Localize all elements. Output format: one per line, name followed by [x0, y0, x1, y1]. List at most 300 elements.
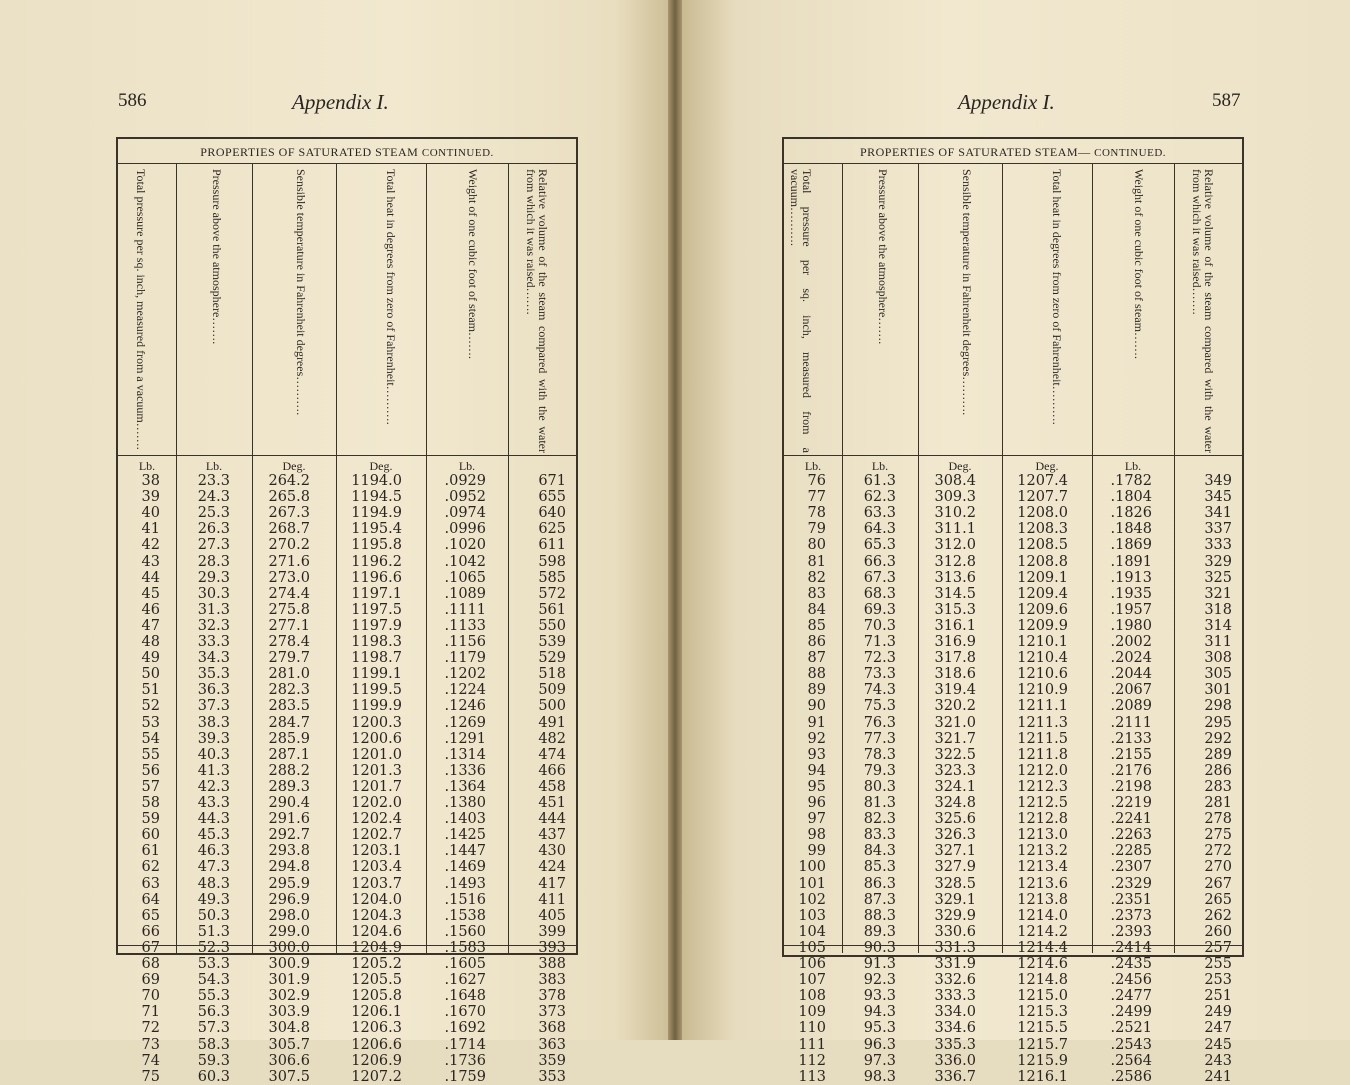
right-header-total-heat [1002, 165, 1092, 455]
left-cell-total-heat: 1194.5 [351, 489, 402, 506]
left-table-row [118, 940, 578, 956]
left-cell-total-pressure: 72 [141, 1020, 160, 1037]
right-cell-weight-cubic-foot: .2198 [1110, 778, 1152, 795]
left-cell-total-pressure: 53 [141, 714, 160, 731]
right-cell-pressure-above-atm: 93.3 [863, 988, 896, 1005]
right-cell-total-pressure: 78 [807, 505, 826, 522]
left-cell-sensible-temp: 281.0 [268, 666, 310, 683]
right-cell-weight-cubic-foot: .2586 [1110, 1068, 1152, 1085]
left-cell-relative-volume: 393 [538, 939, 566, 956]
left-cell-sensible-temp: 292.7 [268, 827, 310, 844]
left-cell-sensible-temp: 302.9 [268, 988, 310, 1005]
left-cell-total-pressure: 66 [141, 923, 160, 940]
left-table-row [118, 859, 578, 875]
right-unit-sensible-temp: Deg. [948, 459, 972, 473]
left-cell-relative-volume: 529 [538, 650, 566, 667]
left-cell-pressure-above-atm: 39.3 [197, 730, 230, 747]
left-cell-relative-volume: 405 [538, 907, 566, 924]
left-cell-pressure-above-atm: 29.3 [197, 569, 230, 586]
right-cell-weight-cubic-foot: .2414 [1110, 939, 1152, 956]
right-cell-weight-cubic-foot: .2067 [1110, 682, 1152, 699]
right-cell-pressure-above-atm: 73.3 [863, 666, 896, 683]
left-table-row [118, 602, 578, 618]
left-header-text: Weight of one cubic foot of steam……. [466, 169, 480, 359]
right-cell-total-pressure: 112 [798, 1052, 826, 1069]
left-cell-sensible-temp: 298.0 [268, 907, 310, 924]
left-cell-sensible-temp: 264.2 [268, 473, 310, 489]
right-cell-relative-volume: 308 [1204, 650, 1232, 667]
right-cell-weight-cubic-foot: .2521 [1110, 1020, 1152, 1037]
right-cell-relative-volume: 292 [1204, 730, 1232, 747]
right-table-row [784, 505, 1244, 521]
left-cell-weight-cubic-foot: .0974 [444, 505, 486, 522]
left-cell-pressure-above-atm: 47.3 [197, 859, 230, 876]
left-cell-pressure-above-atm: 23.3 [197, 473, 230, 489]
left-cell-total-pressure: 56 [141, 762, 160, 779]
right-cell-weight-cubic-foot: .2089 [1110, 698, 1152, 715]
left-cell-weight-cubic-foot: .0996 [444, 521, 486, 538]
right-cell-pressure-above-atm: 76.3 [863, 714, 896, 731]
left-cell-sensible-temp: 285.9 [268, 730, 310, 747]
right-cell-sensible-temp: 323.3 [934, 762, 976, 779]
left-header-pressure-above-atm [176, 165, 252, 455]
right-header-text: Pressure above the atmosphere……. [876, 169, 890, 345]
right-cell-pressure-above-atm: 74.3 [863, 682, 896, 699]
left-table-row [118, 988, 578, 1004]
right-cell-pressure-above-atm: 90.3 [863, 939, 896, 956]
left-table-row [118, 698, 578, 714]
right-cell-relative-volume: 295 [1204, 714, 1232, 731]
left-cell-weight-cubic-foot: .0929 [444, 473, 486, 489]
left-cell-total-heat: 1199.9 [351, 698, 402, 715]
left-cell-total-heat: 1195.4 [351, 521, 402, 538]
left-cell-total-pressure: 71 [141, 1004, 160, 1021]
left-cell-pressure-above-atm: 56.3 [197, 1004, 230, 1021]
left-cell-sensible-temp: 271.6 [268, 553, 310, 570]
left-cell-total-heat: 1204.6 [351, 923, 402, 940]
right-cell-pressure-above-atm: 98.3 [863, 1068, 896, 1085]
right-header-total-pressure [784, 165, 842, 455]
right-cell-pressure-above-atm: 65.3 [863, 537, 896, 554]
right-cell-sensible-temp: 308.4 [934, 473, 976, 489]
left-cell-pressure-above-atm: 25.3 [197, 505, 230, 522]
left-cell-weight-cubic-foot: .1089 [444, 585, 486, 602]
left-cell-total-pressure: 54 [141, 730, 160, 747]
right-table-row [784, 940, 1244, 956]
left-cell-weight-cubic-foot: .1380 [444, 795, 486, 811]
left-cell-sensible-temp: 307.5 [268, 1068, 310, 1085]
right-cell-sensible-temp: 316.1 [934, 617, 976, 634]
left-unit-total-heat: Deg. [369, 459, 393, 473]
left-cell-weight-cubic-foot: .1224 [444, 682, 486, 699]
left-table-row [118, 956, 578, 972]
right-cell-relative-volume: 301 [1204, 682, 1232, 699]
right-cell-pressure-above-atm: 80.3 [863, 778, 896, 795]
right-table-row [784, 908, 1244, 924]
right-cell-total-pressure: 85 [807, 617, 826, 634]
left-cell-relative-volume: 539 [538, 634, 566, 650]
right-cell-total-heat: 1209.9 [1017, 617, 1068, 634]
right-cell-total-pressure: 93 [807, 746, 826, 763]
right-cell-total-heat: 1212.8 [1017, 811, 1068, 828]
left-cell-pressure-above-atm: 26.3 [197, 521, 230, 538]
right-cell-relative-volume: 270 [1204, 859, 1232, 876]
left-cell-pressure-above-atm: 49.3 [197, 891, 230, 908]
right-cell-relative-volume: 278 [1204, 811, 1232, 828]
right-cell-sensible-temp: 335.3 [934, 1036, 976, 1053]
right-header-weight-cubic-foot [1092, 165, 1174, 455]
left-unit-weight-cubic-foot: Lb. [458, 459, 476, 473]
right-cell-total-pressure: 109 [798, 1004, 826, 1021]
left-cell-sensible-temp: 275.8 [268, 601, 310, 618]
right-cell-relative-volume: 257 [1204, 939, 1232, 956]
left-bottom-rule [118, 945, 576, 946]
left-cell-sensible-temp: 291.6 [268, 811, 310, 828]
right-cell-total-pressure: 104 [798, 923, 826, 940]
left-cell-relative-volume: 368 [538, 1020, 566, 1037]
right-table-row [784, 618, 1244, 634]
left-cell-pressure-above-atm: 33.3 [197, 634, 230, 650]
right-cell-sensible-temp: 325.6 [934, 811, 976, 828]
right-cell-sensible-temp: 318.6 [934, 666, 976, 683]
left-cell-relative-volume: 399 [538, 923, 566, 940]
right-cell-total-heat: 1213.4 [1017, 859, 1068, 876]
right-cell-sensible-temp: 324.1 [934, 778, 976, 795]
left-table-row [118, 908, 578, 924]
left-cell-total-pressure: 55 [141, 746, 160, 763]
left-table-row [118, 521, 578, 537]
left-table-row [118, 715, 578, 731]
left-cell-total-heat: 1207.2 [351, 1068, 402, 1085]
left-cell-total-pressure: 48 [141, 634, 160, 650]
left-cell-relative-volume: 411 [538, 891, 566, 908]
left-cell-weight-cubic-foot: .1336 [444, 762, 486, 779]
left-table-row [118, 586, 578, 602]
left-cell-pressure-above-atm: 45.3 [197, 827, 230, 844]
right-cell-total-heat: 1211.1 [1017, 698, 1068, 715]
right-cell-relative-volume: 289 [1204, 746, 1232, 763]
left-cell-total-pressure: 68 [141, 956, 160, 972]
right-cell-relative-volume: 272 [1204, 843, 1232, 860]
left-table-row [118, 489, 578, 505]
left-cell-pressure-above-atm: 31.3 [197, 601, 230, 618]
left-cell-sensible-temp: 279.7 [268, 650, 310, 667]
left-cell-sensible-temp: 289.3 [268, 778, 310, 795]
left-cell-sensible-temp: 270.2 [268, 537, 310, 554]
right-cell-pressure-above-atm: 81.3 [863, 795, 896, 811]
right-cell-weight-cubic-foot: .1782 [1110, 473, 1152, 489]
left-running-head: Appendix I. [292, 90, 389, 114]
left-cell-pressure-above-atm: 58.3 [197, 1036, 230, 1053]
left-cell-pressure-above-atm: 32.3 [197, 617, 230, 634]
left-cell-relative-volume: 518 [538, 666, 566, 683]
left-table-title [118, 145, 576, 160]
right-cell-sensible-temp: 321.7 [934, 730, 976, 747]
right-header-sensible-temp [918, 165, 1002, 455]
right-cell-sensible-temp: 334.0 [934, 1004, 976, 1021]
right-cell-sensible-temp: 313.6 [934, 569, 976, 586]
left-cell-weight-cubic-foot: .1425 [444, 827, 486, 844]
right-cell-relative-volume: 247 [1204, 1020, 1232, 1037]
right-cell-sensible-temp: 312.8 [934, 553, 976, 570]
right-cell-pressure-above-atm: 89.3 [863, 923, 896, 940]
left-table-row [118, 650, 578, 666]
right-cell-total-heat: 1214.0 [1017, 907, 1068, 924]
right-cell-total-pressure: 102 [798, 891, 826, 908]
left-cell-total-pressure: 45 [141, 585, 160, 602]
left-cell-total-pressure: 64 [141, 891, 160, 908]
right-cell-pressure-above-atm: 92.3 [863, 972, 896, 989]
right-cell-pressure-above-atm: 91.3 [863, 956, 896, 972]
left-cell-total-pressure: 63 [141, 875, 160, 892]
left-table-row [118, 876, 578, 892]
right-table-row [784, 666, 1244, 682]
right-cell-total-heat: 1214.8 [1017, 972, 1068, 989]
right-header-pressure-above-atm [842, 165, 918, 455]
right-unit-total-pressure: Lb. [804, 459, 822, 473]
left-cell-weight-cubic-foot: .1714 [444, 1036, 486, 1053]
left-cell-total-pressure: 74 [141, 1052, 160, 1069]
right-cell-relative-volume: 262 [1204, 907, 1232, 924]
right-cell-relative-volume: 318 [1204, 601, 1232, 618]
left-cell-total-pressure: 38 [141, 473, 160, 489]
left-cell-sensible-temp: 284.7 [268, 714, 310, 731]
right-cell-pressure-above-atm: 87.3 [863, 891, 896, 908]
right-table-row [784, 586, 1244, 602]
left-cell-weight-cubic-foot: .1759 [444, 1068, 486, 1085]
right-cell-weight-cubic-foot: .2241 [1110, 811, 1152, 828]
right-table-row [784, 843, 1244, 859]
right-table-row [784, 747, 1244, 763]
right-table-row [784, 682, 1244, 698]
right-cell-total-heat: 1208.5 [1017, 537, 1068, 554]
right-cell-total-heat: 1208.3 [1017, 521, 1068, 538]
left-cell-relative-volume: 625 [538, 521, 566, 538]
right-cell-pressure-above-atm: 75.3 [863, 698, 896, 715]
left-cell-weight-cubic-foot: .1447 [444, 843, 486, 860]
right-table-title [784, 145, 1242, 160]
right-cell-total-pressure: 87 [807, 650, 826, 667]
left-cell-total-pressure: 46 [141, 601, 160, 618]
left-cell-relative-volume: 550 [538, 617, 566, 634]
right-cell-weight-cubic-foot: .1826 [1110, 505, 1152, 522]
right-cell-sensible-temp: 317.8 [934, 650, 976, 667]
left-header-text: Total heat in degrees from zero of Fahrenheit………. [384, 169, 398, 425]
right-unit-pressure-above-atm: Lb. [871, 459, 889, 473]
right-cell-relative-volume: 321 [1204, 585, 1232, 602]
left-cell-total-pressure: 67 [141, 939, 160, 956]
left-cell-total-heat: 1194.0 [351, 473, 402, 489]
right-table-title-main: PROPERTIES OF SATURATED STEAM— [859, 145, 1091, 159]
left-cell-relative-volume: 444 [538, 811, 566, 828]
right-cell-sensible-temp: 310.2 [934, 505, 976, 522]
right-cell-total-pressure: 106 [798, 956, 826, 972]
left-table-row [118, 827, 578, 843]
left-cell-weight-cubic-foot: .1560 [444, 923, 486, 940]
left-cell-total-heat: 1202.7 [351, 827, 402, 844]
left-cell-weight-cubic-foot: .1111 [444, 601, 486, 618]
right-cell-total-heat: 1211.8 [1017, 746, 1068, 763]
left-cell-pressure-above-atm: 55.3 [197, 988, 230, 1005]
left-cell-weight-cubic-foot: .1246 [444, 698, 486, 715]
left-cell-relative-volume: 466 [538, 762, 566, 779]
right-cell-total-pressure: 96 [807, 795, 826, 811]
left-cell-pressure-above-atm: 27.3 [197, 537, 230, 554]
right-cell-total-heat: 1210.4 [1017, 650, 1068, 667]
left-cell-weight-cubic-foot: .1648 [444, 988, 486, 1005]
right-cell-relative-volume: 251 [1204, 988, 1232, 1005]
left-cell-total-heat: 1198.3 [351, 634, 402, 650]
right-cell-relative-volume: 281 [1204, 795, 1232, 811]
right-cell-total-heat: 1208.8 [1017, 553, 1068, 570]
right-cell-sensible-temp: 309.3 [934, 489, 976, 506]
right-header-text: Weight of one cubic foot of steam……. [1132, 169, 1146, 359]
left-cell-total-heat: 1205.5 [351, 972, 402, 989]
right-cell-sensible-temp: 332.6 [934, 972, 976, 989]
right-cell-relative-volume: 305 [1204, 666, 1232, 683]
right-cell-total-pressure: 105 [798, 939, 826, 956]
left-cell-relative-volume: 611 [538, 537, 566, 554]
right-cell-relative-volume: 243 [1204, 1052, 1232, 1069]
right-cell-sensible-temp: 336.7 [934, 1068, 976, 1085]
left-cell-sensible-temp: 278.4 [268, 634, 310, 650]
left-cell-pressure-above-atm: 50.3 [197, 907, 230, 924]
right-header-text: Relative volume of the steam compared with the water from which it was raised……. [1190, 169, 1216, 453]
right-cell-total-pressure: 100 [798, 859, 826, 876]
left-cell-relative-volume: 572 [538, 585, 566, 602]
right-cell-weight-cubic-foot: .1935 [1110, 585, 1152, 602]
left-cell-relative-volume: 417 [538, 875, 566, 892]
right-table-row [784, 988, 1244, 1004]
right-table-row [784, 763, 1244, 779]
left-cell-pressure-above-atm: 30.3 [197, 585, 230, 602]
left-cell-total-heat: 1203.7 [351, 875, 402, 892]
right-cell-relative-volume: 286 [1204, 762, 1232, 779]
left-table-row [118, 731, 578, 747]
left-cell-weight-cubic-foot: .1493 [444, 875, 486, 892]
left-cell-relative-volume: 451 [538, 795, 566, 811]
left-cell-total-pressure: 75 [141, 1068, 160, 1085]
left-cell-total-heat: 1203.4 [351, 859, 402, 876]
left-cell-sensible-temp: 267.3 [268, 505, 310, 522]
left-cell-total-heat: 1204.9 [351, 939, 402, 956]
right-cell-total-pressure: 80 [807, 537, 826, 554]
left-cell-pressure-above-atm: 42.3 [197, 778, 230, 795]
right-cell-total-pressure: 83 [807, 585, 826, 602]
right-table-row [784, 698, 1244, 714]
left-cell-relative-volume: 359 [538, 1052, 566, 1069]
left-cell-relative-volume: 640 [538, 505, 566, 522]
left-cell-relative-volume: 424 [538, 859, 566, 876]
right-cell-total-pressure: 91 [807, 714, 826, 731]
left-cell-total-pressure: 57 [141, 778, 160, 795]
right-table-row [784, 1069, 1244, 1085]
left-cell-pressure-above-atm: 28.3 [197, 553, 230, 570]
left-cell-total-heat: 1199.5 [351, 682, 402, 699]
right-cell-total-pressure: 79 [807, 521, 826, 538]
left-cell-relative-volume: 430 [538, 843, 566, 860]
right-cell-relative-volume: 311 [1204, 634, 1232, 650]
right-cell-sensible-temp: 336.0 [934, 1052, 976, 1069]
left-table-row [118, 1004, 578, 1020]
right-cell-pressure-above-atm: 69.3 [863, 601, 896, 618]
right-table-row [784, 779, 1244, 795]
left-table-row [118, 554, 578, 570]
right-cell-pressure-above-atm: 85.3 [863, 859, 896, 876]
left-cell-total-heat: 1197.1 [351, 585, 402, 602]
right-cell-weight-cubic-foot: .2133 [1110, 730, 1152, 747]
left-cell-relative-volume: 383 [538, 972, 566, 989]
left-table-row [118, 1053, 578, 1069]
left-cell-sensible-temp: 306.6 [268, 1052, 310, 1069]
left-header-relative-volume [508, 165, 578, 455]
right-cell-sensible-temp: 311.1 [934, 521, 976, 538]
right-cell-pressure-above-atm: 86.3 [863, 875, 896, 892]
left-table-row [118, 505, 578, 521]
right-cell-total-pressure: 98 [807, 827, 826, 844]
left-cell-total-heat: 1195.8 [351, 537, 402, 554]
right-cell-weight-cubic-foot: .2373 [1110, 907, 1152, 924]
left-cell-pressure-above-atm: 43.3 [197, 795, 230, 811]
right-cell-relative-volume: 241 [1204, 1068, 1232, 1085]
right-cell-pressure-above-atm: 71.3 [863, 634, 896, 650]
left-cell-total-heat: 1201.7 [351, 778, 402, 795]
right-running-head: Appendix I. [958, 90, 1055, 114]
right-cell-total-heat: 1215.5 [1017, 1020, 1068, 1037]
right-cell-total-pressure: 111 [798, 1036, 826, 1053]
right-table-row [784, 876, 1244, 892]
left-cell-weight-cubic-foot: .1403 [444, 811, 486, 828]
right-cell-sensible-temp: 331.9 [934, 956, 976, 972]
left-cell-relative-volume: 373 [538, 1004, 566, 1021]
left-table-row [118, 763, 578, 779]
left-cell-weight-cubic-foot: .1269 [444, 714, 486, 731]
right-cell-sensible-temp: 329.9 [934, 907, 976, 924]
left-cell-total-pressure: 44 [141, 569, 160, 586]
left-cell-weight-cubic-foot: .1156 [444, 634, 486, 650]
left-cell-total-heat: 1205.2 [351, 956, 402, 972]
left-cell-relative-volume: 437 [538, 827, 566, 844]
right-cell-sensible-temp: 328.5 [934, 875, 976, 892]
right-cell-total-pressure: 88 [807, 666, 826, 683]
right-cell-total-heat: 1212.0 [1017, 762, 1068, 779]
left-table-row [118, 682, 578, 698]
right-table-row [784, 1037, 1244, 1053]
left-cell-total-heat: 1201.3 [351, 762, 402, 779]
left-cell-relative-volume: 561 [538, 601, 566, 618]
left-cell-sensible-temp: 293.8 [268, 843, 310, 860]
left-cell-sensible-temp: 304.8 [268, 1020, 310, 1037]
right-cell-total-heat: 1210.6 [1017, 666, 1068, 683]
right-cell-sensible-temp: 327.9 [934, 859, 976, 876]
right-cell-weight-cubic-foot: .1804 [1110, 489, 1152, 506]
left-cell-relative-volume: 655 [538, 489, 566, 506]
right-cell-weight-cubic-foot: .2393 [1110, 923, 1152, 940]
right-cell-sensible-temp: 321.0 [934, 714, 976, 731]
left-cell-total-pressure: 62 [141, 859, 160, 876]
left-unit-pressure-above-atm: Lb. [205, 459, 223, 473]
left-table-row [118, 570, 578, 586]
right-cell-relative-volume: 329 [1204, 553, 1232, 570]
left-cell-weight-cubic-foot: .1202 [444, 666, 486, 683]
right-cell-relative-volume: 249 [1204, 1004, 1232, 1021]
left-cell-total-pressure: 58 [141, 795, 160, 811]
left-cell-relative-volume: 353 [538, 1068, 566, 1085]
left-cell-total-heat: 1206.1 [351, 1004, 402, 1021]
right-table-row [784, 972, 1244, 988]
right-cell-total-pressure: 101 [798, 875, 826, 892]
right-cell-total-pressure: 86 [807, 634, 826, 650]
